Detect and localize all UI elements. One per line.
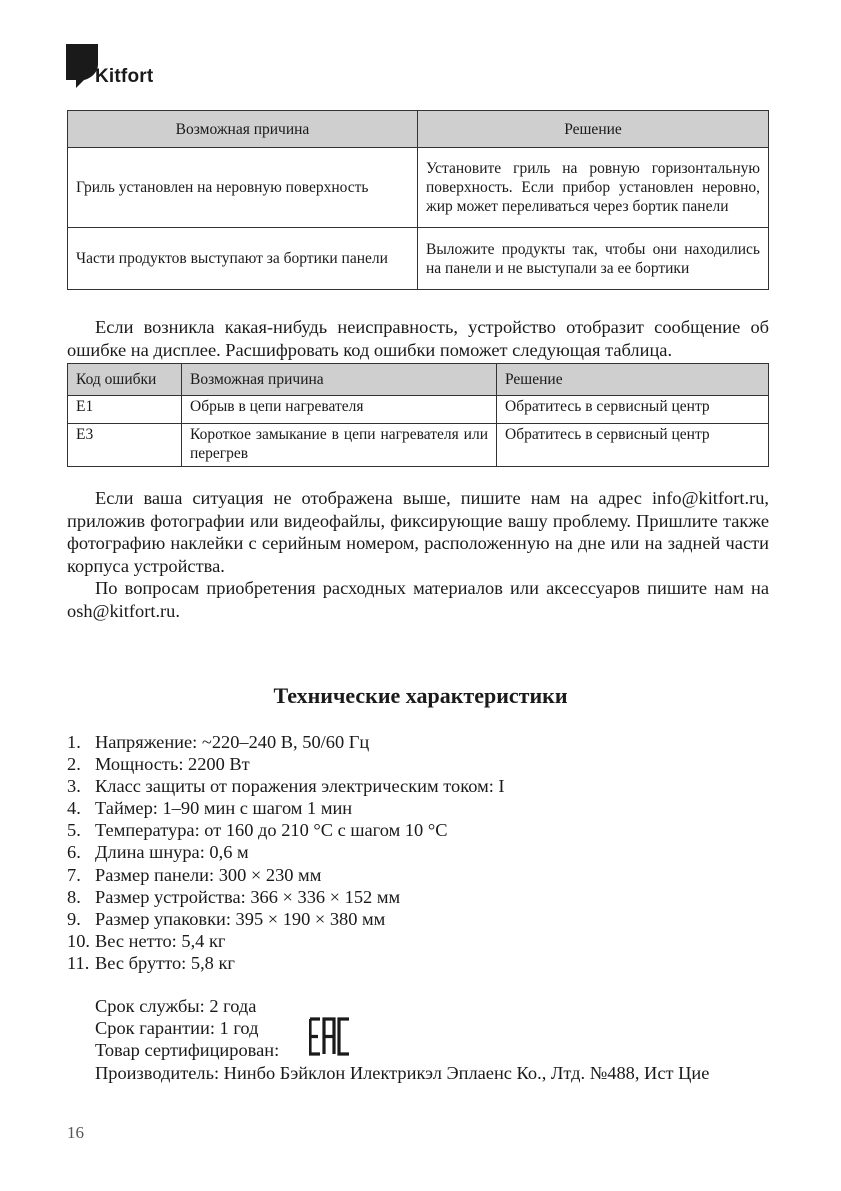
error-code-table bbox=[67, 363, 769, 467]
spec-number: 8. bbox=[67, 886, 81, 907]
spec-number: 5. bbox=[67, 820, 81, 841]
spec-item bbox=[67, 952, 505, 974]
brand-name: Kitfort bbox=[95, 66, 154, 87]
spec-item bbox=[67, 731, 505, 753]
spec-text: Размер панели: 300 × 230 мм bbox=[95, 864, 322, 885]
spec-item bbox=[67, 775, 505, 797]
spec-text: Таймер: 1–90 мин с шагом 1 мин bbox=[95, 798, 353, 819]
spec-number: 3. bbox=[67, 776, 81, 797]
page-number: 16 bbox=[67, 1123, 84, 1142]
column-header-cause: Возможная причина bbox=[68, 111, 418, 148]
table-row bbox=[68, 228, 769, 290]
cause-cell: Короткое замыкание в цепи нагревателя или перегрев bbox=[182, 424, 497, 467]
manufacturer-line: Производитель: Нинбо Бэйклон Илектрикэл Эплаенс Ко., Лтд. №488, Ист Цие bbox=[95, 1062, 710, 1083]
warranty-period: Срок гарантии: 1 год bbox=[95, 1018, 259, 1039]
specs-list bbox=[67, 731, 505, 974]
spec-number: 10. bbox=[67, 930, 90, 951]
spec-item bbox=[67, 864, 505, 886]
spec-text: Температура: от 160 до 210 °C с шагом 10 °C bbox=[95, 820, 448, 841]
spec-item bbox=[67, 841, 505, 863]
spec-item bbox=[67, 886, 505, 908]
spec-item bbox=[67, 930, 505, 952]
column-header-solution: Решение bbox=[497, 364, 769, 396]
table-row bbox=[68, 148, 769, 228]
spec-text: Длина шнура: 0,6 м bbox=[95, 842, 249, 863]
specs-heading: Технические характеристики bbox=[273, 683, 568, 708]
table-row bbox=[68, 396, 769, 424]
error-code-cell: E1 bbox=[68, 396, 182, 424]
spec-number: 1. bbox=[67, 732, 81, 752]
spec-text: Размер упаковки: 395 × 190 × 380 мм bbox=[95, 908, 386, 929]
solution-cell: Установите гриль на ровную горизонтальную поверхность. Если прибор установлен неровно, жир может переливаться через бортик панели bbox=[418, 148, 769, 228]
spec-text: Мощность: 2200 Вт bbox=[95, 754, 250, 775]
table-row bbox=[68, 424, 769, 467]
table-header-row bbox=[68, 111, 769, 148]
spec-text: Размер устройства: 366 × 336 × 152 мм bbox=[95, 886, 401, 907]
spec-number: 7. bbox=[67, 864, 81, 885]
error-intro-paragraph: Если возникла какая-нибудь неисправность, устройство отобразит сообщение об ошибке на дисплее. Расшифровать код ошибки поможет следующая таблица. bbox=[67, 317, 769, 360]
spec-text: Вес нетто: 5,4 кг bbox=[95, 930, 226, 951]
cause-cell: Гриль установлен на неровную поверхность bbox=[68, 148, 418, 228]
spec-item bbox=[67, 797, 505, 819]
error-code-cell: E3 bbox=[68, 424, 182, 467]
spec-text: Вес брутто: 5,8 кг bbox=[95, 952, 235, 973]
column-header-cause: Возможная причина bbox=[182, 364, 497, 396]
cause-cell: Обрыв в цепи нагревателя bbox=[182, 396, 497, 424]
table-header-row bbox=[68, 364, 769, 396]
solution-cell: Обратитесь в сервисный центр bbox=[497, 396, 769, 424]
service-life: Срок службы: 2 года bbox=[95, 996, 257, 1016]
spec-number: 6. bbox=[67, 842, 81, 863]
contact-paragraph: Если ваша ситуация не отображена выше, пишите нам на адрес info@kitfort.ru, приложив фотографии или видеофайлы, фиксирующие вашу проблему. Пришлите также фотографию наклейки с серийным номером, расположенную на дне или на задней части корпуса устройства. bbox=[67, 488, 769, 576]
solution-cell: Обратитесь в сервисный центр bbox=[497, 424, 769, 467]
spec-number: 11. bbox=[67, 952, 90, 973]
certification-line: Товар сертифицирован: bbox=[95, 1040, 280, 1061]
spec-number: 4. bbox=[67, 798, 81, 819]
troubleshooting-table bbox=[67, 110, 769, 290]
column-header-code: Код ошибки bbox=[68, 364, 182, 396]
kitfort-logo bbox=[66, 44, 176, 92]
eac-mark-icon bbox=[309, 1017, 351, 1056]
spec-item bbox=[67, 819, 505, 841]
spec-text: Напряжение: ~220–240 В, 50/60 Гц bbox=[95, 732, 370, 752]
product-info bbox=[95, 995, 709, 1084]
accessories-paragraph: По вопросам приобретения расходных материалов или аксессуаров пишите нам на osh@kitfort.ru. bbox=[67, 578, 769, 621]
column-header-solution: Решение bbox=[418, 111, 769, 148]
spec-number: 2. bbox=[67, 754, 81, 775]
spec-item bbox=[67, 753, 505, 775]
spec-number: 9. bbox=[67, 908, 81, 929]
spec-item bbox=[67, 908, 505, 930]
cause-cell: Части продуктов выступают за бортики панели bbox=[68, 228, 418, 290]
solution-cell: Выложите продукты так, чтобы они находились на панели и не выступали за ее бортики bbox=[418, 228, 769, 290]
spec-text: Класс защиты от поражения электрическим током: I bbox=[95, 776, 505, 797]
